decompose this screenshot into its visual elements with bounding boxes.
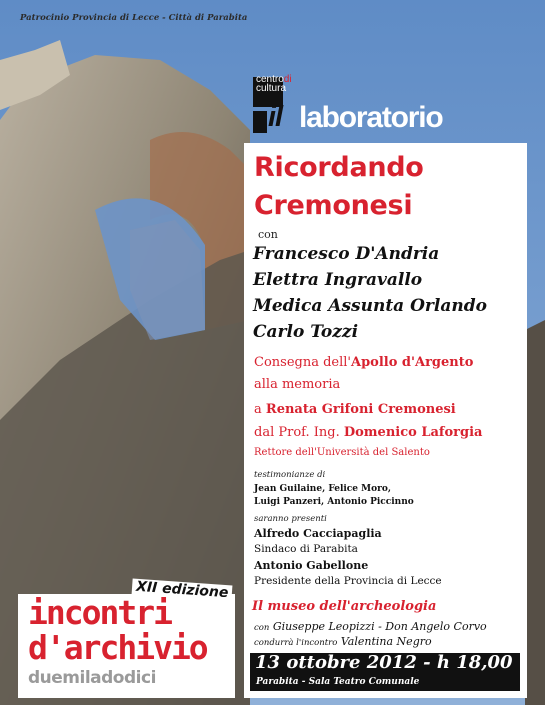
with-label: con — [258, 228, 278, 241]
logo-line1: centro — [256, 74, 284, 85]
attendee-name: Alfredo Cacciapaglia — [254, 527, 382, 540]
talk-with: con Giuseppe Leopizzi - Don Angelo Corvo — [254, 620, 487, 633]
guest-name: Carlo Tozzi — [253, 322, 359, 342]
series-line1: incontri — [28, 593, 171, 632]
edition-badge: XII edizione — [132, 579, 233, 602]
testimonials-line2: Luigi Panzeri, Antonio Piccinno — [254, 497, 414, 507]
attendees-label: saranno presenti — [254, 514, 327, 524]
event-date: 13 ottobre 2012 - h 18,00 — [255, 652, 513, 673]
guest-name: Elettra Ingravallo — [253, 270, 423, 290]
award-line1: Consegna dell'Apollo d'Argento — [254, 355, 474, 370]
talk-host: condurrà l'incontro Valentina Negro — [254, 635, 432, 648]
attendee-name: Antonio Gabellone — [254, 559, 369, 572]
logo-line1-accent: di — [283, 74, 292, 85]
award-line3: a Renata Grifoni Cremonesi — [254, 402, 456, 417]
info-panel — [244, 143, 527, 698]
title-line1: Ricordando — [254, 152, 424, 183]
series-line3: duemiladodici — [28, 668, 156, 688]
patronage-text: Patrocinio Provincia di Lecce - Città di Parabita — [20, 13, 248, 23]
guest-name: Medica Assunta Orlando — [253, 296, 487, 316]
event-venue: Parabita - Sala Teatro Comunale — [256, 677, 420, 687]
logo-subtitle — [256, 75, 292, 93]
logo-line2: cultura — [256, 83, 287, 94]
series-line2: d'archivio — [28, 628, 207, 667]
attendee-role: Sindaco di Parabita — [254, 543, 358, 555]
award-line5: Rettore dell'Università del Salento — [254, 447, 430, 458]
award-line4: dal Prof. Ing. Domenico Laforgia — [254, 425, 483, 440]
testimonials-line1: Jean Guilaine, Felice Moro, — [254, 484, 391, 494]
guest-name: Francesco D'Andria — [253, 244, 440, 264]
logo-name: laboratorio — [299, 101, 443, 134]
testimonials-label: testimonianze di — [254, 470, 326, 480]
talk-title: Il museo dell'archeologia — [252, 599, 437, 614]
title-line2: Cremonesi — [254, 190, 413, 221]
logo-il: il — [268, 101, 283, 133]
attendee-role: Presidente della Provincia di Lecce — [254, 575, 442, 587]
award-line2: alla memoria — [254, 377, 341, 392]
